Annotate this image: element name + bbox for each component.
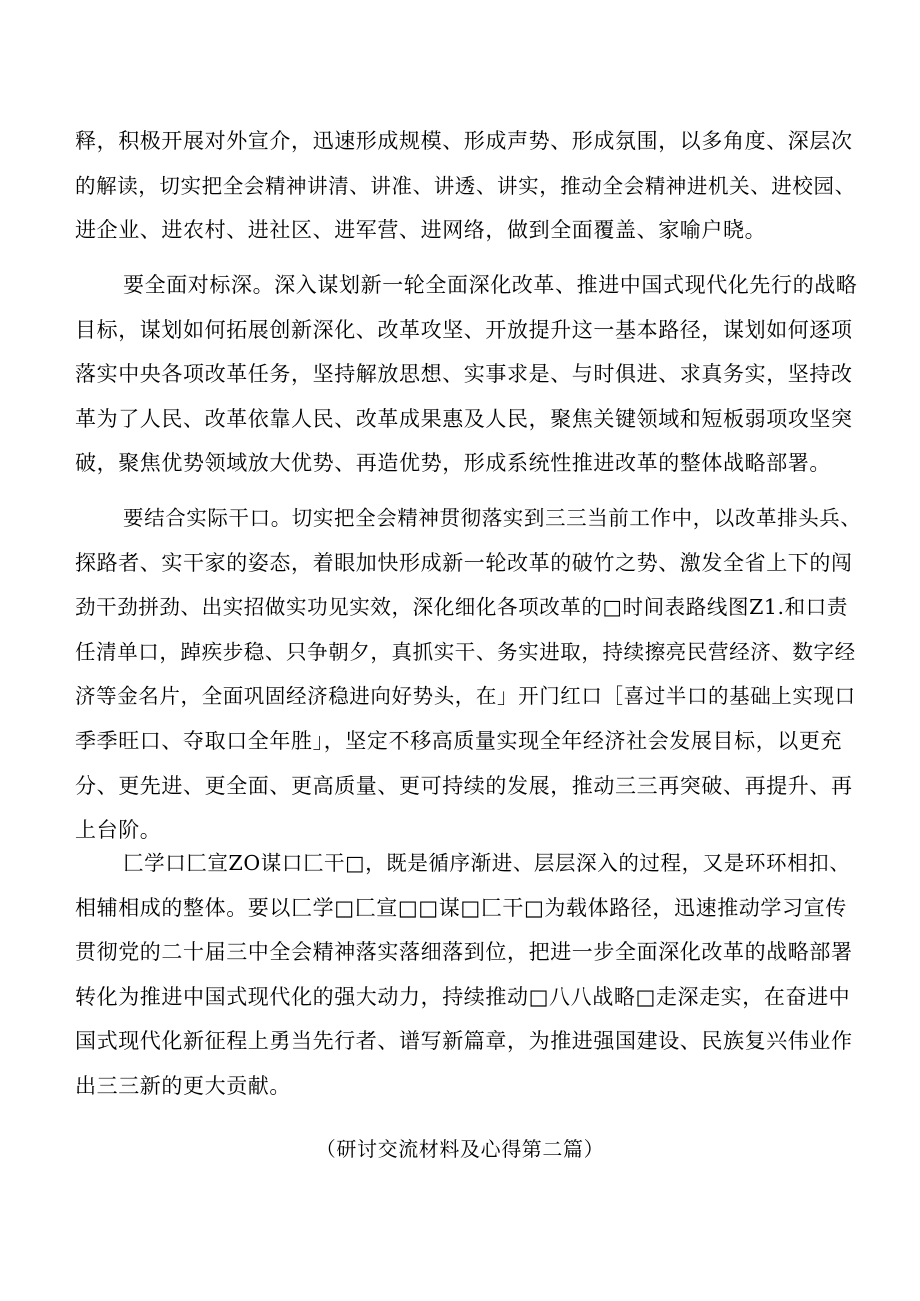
- paragraph-line: 破，聚焦优势领域放大优势、再造优势，形成系统性推进改革的整体战略部署。: [75, 451, 831, 476]
- paragraph-line: 季季旺口、夺取口全年胜」，坚定不移高质量实现全年经济社会发展目标，以更充: [75, 728, 843, 753]
- paragraph-line: 分、更先进、更全面、更高质量、更可持续的发展，推动三三再突破、再提升、再: [75, 773, 853, 798]
- paragraph-line: 探路者、实干家的姿态，着眼加快形成新一轮改革的破竹之势、激发全省上下的闯: [75, 550, 853, 575]
- paragraph-2: [75, 263, 865, 486]
- paragraph-line: 革为了人民、改革依靠人民、改革成果惠及人民，聚焦关键领域和短板弱项攻坚突: [75, 406, 853, 431]
- paragraph-1: [75, 119, 865, 253]
- paragraph-line: 目标，谋划如何拓展创新深化、改革攻坚、开放提升这一基本路径，谋划如何逐项: [75, 317, 853, 342]
- paragraph-line: 转化为推进中国式现代化的强大动力，持续推动□八八战略□走深走实，在奋进中: [75, 984, 851, 1009]
- paragraph-line: 要结合实际干口。切实把全会精神贯彻落实到三三当前工作中，以改革排头兵、: [123, 506, 862, 530]
- paragraph-line: 上台阶。: [75, 818, 162, 843]
- paragraph-3: [75, 496, 865, 853]
- paragraph-line: 贯彻党的二十届三中全会精神落实落细落到位，把进一步全面深化改革的战略部署: [75, 940, 853, 965]
- paragraph-line: 落实中央各项改革任务，坚持解放思想、实事求是、与时俱进、求真务实，坚持改: [75, 362, 853, 387]
- section-caption: （研讨交流材料及心得第二篇）: [315, 1137, 605, 1161]
- paragraph-line: 进企业、进农村、进社区、进军营、进网络，做到全面覆盖、家喻户晓。: [75, 218, 767, 243]
- paragraph-line: 济等金名片，全面巩固经济稳进向好势头，在」开门红口［喜过半口的基础上实现口: [75, 684, 856, 709]
- paragraph-line: 国式现代化新征程上勇当先行者、谱写新篇章，为推进强国建设、民族复兴伟业作: [75, 1029, 853, 1054]
- paragraph-line: 的解读，切实把全会精神讲清、讲准、讲透、讲实，推动全会精神进机关、进校园、: [75, 173, 856, 198]
- paragraph-line: 匚学口匚宣ZO谋口匚干□，既是循序渐进、层层深入的过程，又是环环相扣、: [123, 851, 851, 875]
- paragraph-line: 任清单口，踔疾步稳、只争朝夕，真抓实干、务实进取，持续擦亮民营经济、数字经: [75, 639, 856, 664]
- paragraph-line: 相辅相成的整体。要以匚学□匚宣□□谋□匚干□为载体路径，迅速推动学习宣传: [75, 895, 847, 920]
- paragraph-line: 劲干劲拼劲、出实招做实功见实效，深化细化各项改革的□时间表路线图Z1.和口责: [75, 595, 848, 620]
- paragraph-4: [75, 841, 865, 1109]
- paragraph-line: 释，积极开展对外宣介，迅速形成规模、形成声势、形成氛围，以多角度、深层次: [75, 129, 853, 153]
- paragraph-line: 出三三新的更大贡献。: [75, 1073, 291, 1098]
- paragraph-line: 要全面对标深。深入谋划新一轮全面深化改革、推进中国式现代化先行的战略: [123, 273, 858, 297]
